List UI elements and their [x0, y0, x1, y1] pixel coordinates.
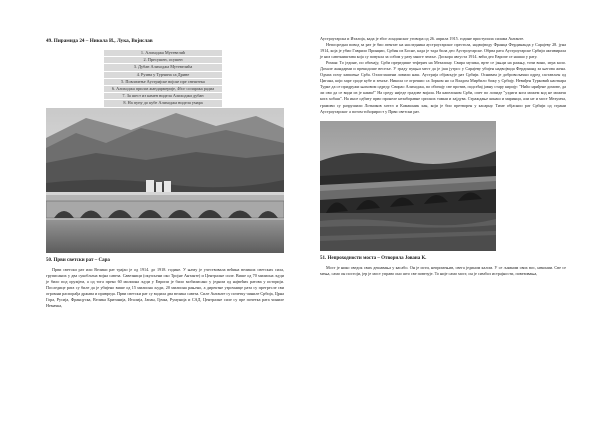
chapter-item: 4. Руина у Турчина са Дрине — [104, 72, 222, 78]
body-paragraph: Непосредни повод за рат је био атентат на наследника аустроугарског престола, надвојводу Франца Фердинанда у Сарајеву 28. јуна 1914, која је убио Гаврило Принцип, Србин из Босне, када је тада била део Аустроугарске. Обрва рата Аустроугарске Србији активирала је низ савезништава која су повукла за собом у рату многе земље. Доскора августа 1914. већи део Европе се нашао у рату. — [320, 42, 566, 60]
body-paragraph: Аустроугарска и Италија, када је због лондонског уговора од 26. априла 1915. године приступила силама Антанте. — [320, 36, 525, 41]
bridge-photo-modern — [320, 121, 496, 251]
chapter-item: 8. На пуну до кубе Алиходжа нидела умара — [104, 100, 222, 106]
bridge-photo-modern-image — [320, 121, 496, 251]
right-page — [300, 0, 600, 424]
chapter-list — [104, 50, 222, 107]
chapter-item: 3. Дубан Алиходжа Мутевелића — [104, 64, 222, 70]
section-caption-50: 50. Први светски рат – Сара — [46, 257, 110, 263]
chapter-item: 7. За шест из камен нидела Алиходжи дубан — [104, 93, 222, 99]
chapter-item: 5. Повлачење Аустријске војске пре снештека — [104, 79, 222, 85]
chapter-item: 6. Алиходжа прилаз жандармерије, 4бог сопарака радиа — [104, 86, 222, 92]
body-paragraph: Мост је нико сведок свих дешавања у касабо. Он је исти, непромењив, свега једином калом. У се љамним свих вос, неконии. Све се мења, само он постоји, јер је мост управо оно што све повезује. То није само мост, он је симбол истрајности, повезивања, — [320, 264, 566, 276]
chapter-item: 2. Пресушен, осушен — [104, 57, 222, 63]
chapter-item: 1. Алиходжа Мутевелић — [104, 50, 222, 56]
body-paragraph: Први светски рат или Велики рат трајао је од 1914. до 1918. године. У њему је учествовала већина великих светских сила, груписаних у два сукобљена војна савеза. Савезници (окупљени око Тројне Антанте) и Централне силе. Више од 70 милиона људи је било под оружјем, а од тога преко 60 милиона људи у Европи је било мобилисано у једном од највећих ратова у историји. Последице рата су биле да је убијено више од 15 милиона људи, 20 милиона рањено, а директне узрочнице рата су претресле сви огромни распорађа држава и привреда. Први светски рат су водила два велика савеза. Силе Антанте су почетку чиниле Србија, Црна Гора, Русија, Француска, Велика Британија, Италија, Јапан, Грчка, Румунија и САД. Централне силе су пре почетка рата чиниле Немачка, — [46, 266, 284, 309]
section-caption-51: 51. Непроходности моста – Отворила Јована К. — [320, 255, 427, 261]
section-heading-49: 49. Пирамида 24 – Никола И., Лука, Војислав — [46, 38, 153, 44]
body-paragraph: Роман: То једине, по обичају, Срби прередише теферич на Мезалину. Свира музика, врте се јањци на ражњу, точи вино, игра коло. Дохале жандарми и прекидоше весеље. У граду пуцњи мест да је јаш јутрос у Сарајеву убијен надвојвода Фердинанд за његова жена. Одмах почу хапшење Срба. Озлоглашени ловили наш. Аустрија објављује рат Србији. Оснивам је добровољачки одред састављен од Цигана, који харе сроде кубе и земље. Никола се огрешио са Зорком но са Владом Мирбило божу у Србију. Невиђен Турковић наоткара Турке да се придружи њиховом одреду. Свирао Алиходжа, по обичају све против, подсећај јавну стару кирију: "Нићо нриђене домове, да ли ово да се види из је каква!" На среду ниједе градове вијала. На капелином Срби, опет по лопиде "уздиги кога можем код не можеш кога хобаш". На инсе одбиту прво пронеле незаборавне српских тамни и хајдува. Страждање конаш и маринци, али не и мост Мехумча, грамови су разрушили Лотников хотел и Камашник хан, који је био претворен у касарну. Тиме објаснио рат Србији од страни Аустроугарског а потом тоћорирост у Први светски рат. — [320, 60, 566, 114]
bridge-photo-historic — [46, 108, 284, 253]
bridge-photo-historic-image — [46, 108, 284, 253]
